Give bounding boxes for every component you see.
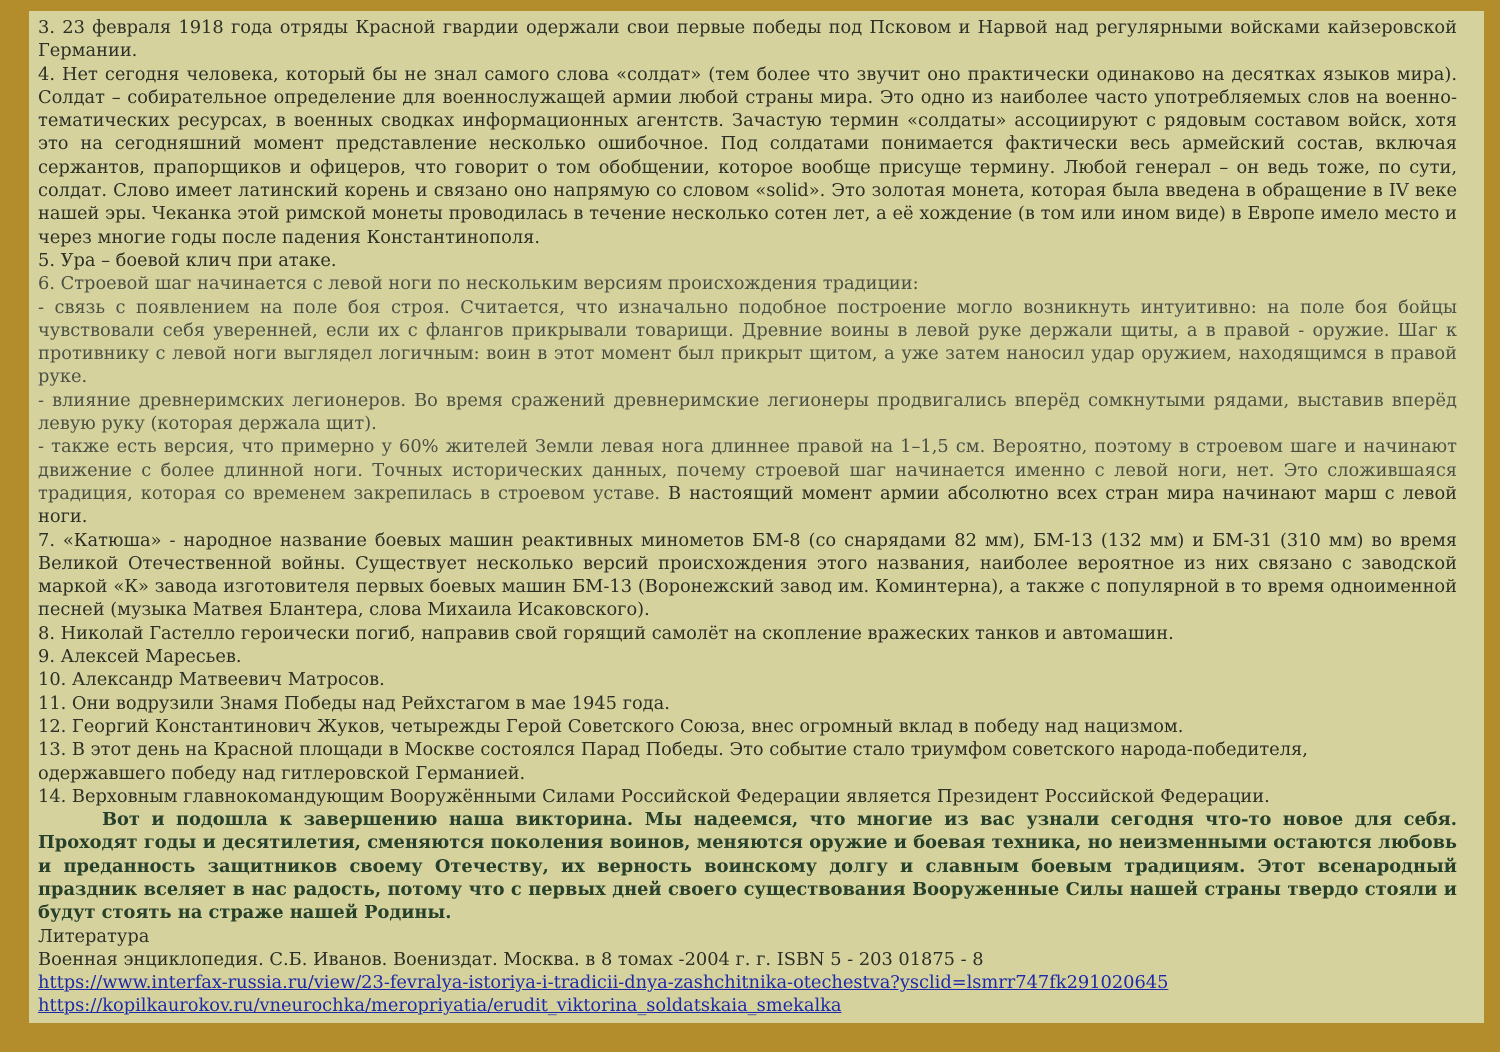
answer-4: 4. Нет сегодня человека, который бы не знал самого слова «солдат» (тем более что звучит оно практически одинаково на десятках языков мира). Солдат – собирательное определение для военнослужащей армии любой страны мира. Это одно из наиболее часто употребляемых слов на военно-тематических ресурсах, в военных сводках информационных агентств. Зачастую термин «солдаты» ассоциируют с рядовым составом войск, хотя это на сегодняшний момент представление несколько ошибочное. Под солдатами понимается фактически весь армейский состав, включая сержантов, прапорщиков и офицеров, что говорит о том обобщении, которое вообще присуще термину. Любой генерал – он ведь тоже, по сути, солдат. Слово имеет латинский корень и связано оно напрямую со словом «solid». Это золотая монета, которая была введена в обращение в IV веке нашей эры. Чеканка этой римской монеты проводилась в течение несколько сотен лет, а её хождение (в том или ином виде) в Европе имело место и через многие годы после падения Константинополя. bbox=[38, 63, 1457, 248]
literature-heading: Литература bbox=[38, 925, 150, 947]
answer-6-conclusion: В настоящий момент армии абсолютно всех стран мира начинают марш с левой ноги. bbox=[38, 482, 1457, 528]
answer-11: 11. Они водрузили Знамя Победы над Рейхстагом в мае 1945 года. bbox=[38, 692, 670, 714]
answer-7: 7. «Катюша» - народное название боевых машин реактивных минометов БМ-8 (со снарядами 82 мм), БМ-13 (132 мм) и БМ-31 (310 мм) во время Великой Отечественной войны. Существует несколько версий происхождения этого названия, наиболее вероятное из них связано с заводской маркой «К» завода изготовителя первых боевых машин БМ-13 (Воронежский завод им. Коминтерна), а также с популярной в то время одноименной песней (музыка Матвея Блантера, слова Михаила Исаковского). bbox=[38, 529, 1457, 621]
answer-8: 8. Николай Гастелло героически погиб, направив свой горящий самолёт на скопление вражеских танков и автомашин. bbox=[38, 622, 1174, 644]
answer-9: 9. Алексей Маресьев. bbox=[38, 646, 242, 668]
conclusion-paragraph: Вот и подошла к завершению наша викторина. Мы надеемся, что многие из вас узнали сегодня что-то новое для себя. Проходят годы и десятилетия, сменяются поколения воинов, меняются оружие и боевая техника, но неизменными остаются любовь и преданность защитников своему Отечеству, их верность воинскому долгу и славным боевым традициям. Этот всенародный праздник вселяет в нас радость, потому что с первых дней своего существования Вооруженные Силы нашей страны твердо стояли и будут стоять на страже нашей Родины. bbox=[38, 809, 1457, 924]
answer-6-version-3-text: - также есть версия, что примерно у 60% жителей Земли левая нога длиннее правой на 1–1,5 см. Вероятно, поэтому в строевом шаге и начинают движение с более длинной ноги. Точных исторических данных, почему строевой шаг начинается именно с левой ноги, нет. Это сложившаяся традиция, которая со временем закрепилась в строевом уставе. bbox=[38, 436, 1457, 504]
literature-source: Военная энциклопедия. С.Б. Иванов. Воениздат. Москва. в 8 томах -2004 г. г. ISBN 5 - 203 01875 - 8 bbox=[38, 948, 984, 970]
answers-panel bbox=[29, 11, 1484, 1023]
answer-10: 10. Александр Матвеевич Матросов. bbox=[38, 669, 385, 691]
answer-14: 14. Верховным главнокомандующим Вооружёнными Силами Российской Федерации является Президент Российской Федерации. bbox=[38, 785, 1270, 807]
literature-link-2[interactable]: https://kopilkaurokov.ru/vneurochka/meropriyatia/erudit_viktorina_soldatskaia_smekalka bbox=[38, 995, 842, 1017]
answer-5: 5. Ура – боевой клич при атаке. bbox=[38, 249, 337, 271]
literature-link-1-row bbox=[38, 971, 1457, 994]
answer-6-version-2: - влияние древнеримских легионеров. Во время сражений древнеримские легионеры продвигались вперёд сомкнутыми рядами, выставив вперёд левую руку (которая держала щит). bbox=[38, 389, 1457, 435]
answer-6-intro: 6. Строевой шаг начинается с левой ноги по нескольким версиям происхождения традиции: bbox=[38, 273, 919, 295]
literature-link-1[interactable]: https://www.interfax-russia.ru/view/23-fevralya-istoriya-i-tradicii-dnya-zashchitnika-otechestva?ysclid=lsmrr747fk291020645 bbox=[38, 972, 1169, 994]
answer-13-line-1: 13. В этот день на Красной площади в Москве состоялся Парад Победы. Это событие стало триумфом советского народа-победителя, bbox=[38, 739, 1308, 761]
answer-6-version-1: - связь с появлением на поле боя строя. Считается, что изначально подобное построение могло возникнуть интуитивно: на поле боя бойцы чувствовали себя уверенней, если их с флангов прикрывали товарищи. Древние воины в левой руке держали щиты, а в правой - оружие. Шаг к противнику с левой ноги выглядел логичным: воин в этот момент был прикрыт щитом, а уже затем наносил удар оружием, находящимся в правой руке. bbox=[38, 296, 1457, 388]
answer-13-line-2: одержавшего победу над гитлеровской Германией. bbox=[38, 762, 526, 784]
answer-6-version-3 bbox=[38, 435, 1457, 528]
answer-13 bbox=[38, 738, 1457, 785]
answer-12: 12. Георгий Константинович Жуков, четырежды Герой Советского Союза, внес огромный вклад в победу над нацизмом. bbox=[38, 715, 1184, 737]
answer-3: 3. 23 февраля 1918 года отряды Красной гвардии одержали свои первые победы под Псковом и Нарвой над регулярными войсками кайзеровской Германии. bbox=[38, 17, 1457, 62]
literature-link-2-row bbox=[38, 994, 1457, 1017]
